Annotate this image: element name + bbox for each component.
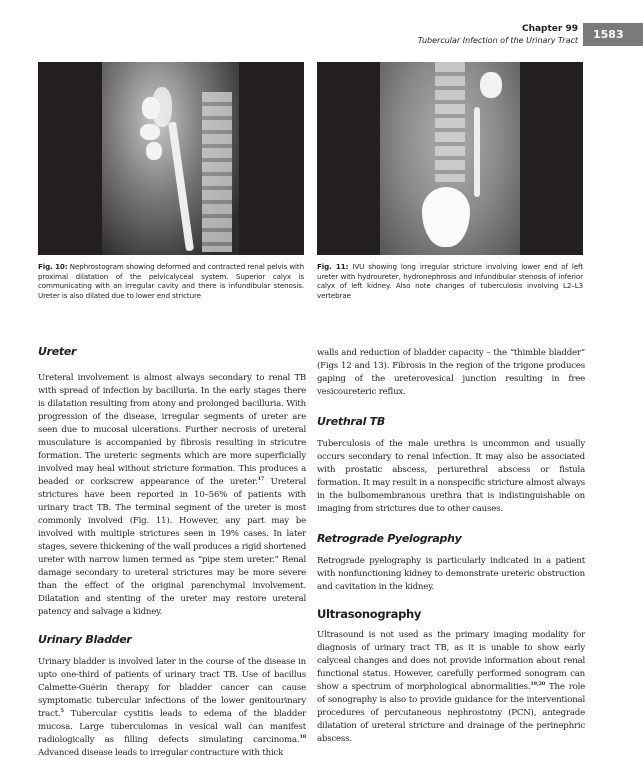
figure-10-caption-text: Nephrostogram showing deformed and contracted renal pelvis with proximal dilatation of the pelvicalyceal system. Superior calyx is communicating with an irregular cavity and there is infundibular stenosis. Ureter is also dilated due to lower end stricture xyxy=(38,262,304,300)
figure-11-ivu-image xyxy=(317,62,583,255)
urethral-paragraph: Tuberculosis of the male urethra is uncommon and usually occurs secondary to renal infection. It may also be associated with prostatic abscess, periurethral abscess or fistula formation. It may result in a nonspecific stricture almost always in the bulbomembranous urethra that is indistinguishable on imaging from strictures due to other causes. xyxy=(317,439,585,514)
ureter-paragraph xyxy=(38,372,306,619)
page-number: 1583 xyxy=(583,23,643,46)
ref-5: 5 xyxy=(60,708,64,715)
ref-19-20: 19,20 xyxy=(530,681,546,688)
bladder-text-b: Tubercular cystitis leads to edema of the bladder mucosa. Large tuberculomas in vesical wall can manifest radiologically as filling defects simulating carcinoma. xyxy=(38,709,306,745)
heading-ultrasonography: Ultrasonography xyxy=(317,607,422,621)
ultrasonography-paragraph xyxy=(317,629,585,746)
ref-18: 18 xyxy=(299,734,306,741)
ureter-text-a: Ureteral involvement is almost always secondary to renal TB with spread of infection by bacilluria. In the early stages there is dilatation resulting from atony and prolonged bacilluria. With progression of the disease, irregular segments of ureter are seen due to mucosal ulcerations. Further necrosis of ureteral musculature is accompanied by fibrosis resulting in stricutre formation. The ureteric segments which are more superficially involved may heal without stricture formation. This produces a beaded or corkscrew appearance of the ureter. xyxy=(38,373,306,487)
chapter-number: Chapter 99 xyxy=(521,24,578,34)
heading-ureter: Ureter xyxy=(38,345,77,358)
retrograde-paragraph: Retrograde pyelography is particularly indicated in a patient with nonfunctioning kidney to demonstrate ureteric obstruction and cavitation in the kidney. xyxy=(317,556,585,592)
right-column xyxy=(317,347,585,746)
figure-10-nephrostogram-image xyxy=(38,62,304,255)
ref-17: 17 xyxy=(257,476,265,483)
ultrasonography-text-b: The role of sonography is also to provide guidance for the interventional procedures of percutaneous nephrostomy (PCN), antegrade dilatation of ureteral stricture and drainage of the perinephric abscess. xyxy=(317,682,586,744)
xray-nephrostogram xyxy=(102,62,239,255)
heading-retrograde-pyelography: Retrograde Pyelography xyxy=(317,532,462,545)
chapter-title: Tubercular Infection of the Urinary Tract xyxy=(417,36,578,45)
bladder-text-c: Advanced disease leads to irregular contracture with thick xyxy=(38,748,284,758)
running-header xyxy=(418,24,578,46)
figure-11-caption xyxy=(317,262,583,300)
figure-10-label: Fig. 10: xyxy=(38,262,68,271)
ultrasonography-text-a: Ultrasound is not used as the primary imaging modality for diagnosis of urinary tract TB, as it is unable to show early calyceal changes and does not provide information about renal functional status. However, carefully performed sonogram can show a spectrum of morphological abnormalities. xyxy=(317,630,585,692)
figure-10-caption xyxy=(38,262,304,300)
figure-11-label: Fig. 11: xyxy=(317,262,349,271)
bladder-text-a: Urinary bladder is involved later in the course of the disease in upto one-third of patients of urinary tract TB. Use of bacillus Calmette-Guérin therapy for bladder cancer can cause symptomatic tubercular infections of the lower genitourinary tract. xyxy=(38,657,306,719)
heading-urethral-tb: Urethral TB xyxy=(317,415,385,428)
figure-11-caption-text: IVU showing long irregular stricture involving lower end of left ureter with hydroureter, hydronephrosis and infundibular stenosis of inferior calyx of left kidney. Also note changes of tuberculosis involving L2–L3 vertebrae xyxy=(317,262,583,300)
ureter-text-b: Ureteral strictures have been reported in 10–56% of patients with urinary tract TB. The terminal segment of the ureter is most commonly involved (Fig. 11). However, any part may be involved with multiple strictures seen in 19% cases. In later stages, severe thickening of the wall produces a rigid shortened ureter with narrow lumen termed as “pipe stem ureter.” Renal damage secondary to ureteral strictures may be more severe than the effect of the original parenchymal involvement. Dilatation and stenting of the ureter may restore ureteral patency and salvage a kidney. xyxy=(38,477,307,617)
heading-urinary-bladder: Urinary Bladder xyxy=(38,633,132,646)
left-column xyxy=(38,345,306,760)
xray-ivu xyxy=(380,62,520,255)
bladder-paragraph-continued: walls and reduction of bladder capacity – the “thimble bladder” (Figs 12 and 13). Fibrosis in the region of the trigone produces gaping of the ureterovesical junction resulting in free vesicoureteric reflux. xyxy=(317,348,585,397)
bladder-paragraph xyxy=(38,656,306,760)
